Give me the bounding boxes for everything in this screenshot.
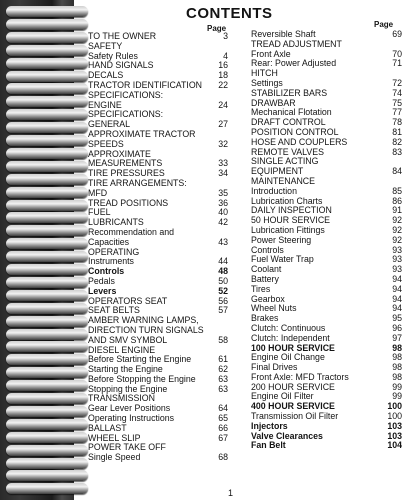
- toc-entry-page: 93: [392, 264, 402, 275]
- toc-entry[interactable]: [88, 433, 228, 443]
- toc-entry[interactable]: [88, 393, 228, 403]
- toc-entry-title: Injectors: [251, 420, 288, 431]
- toc-entry-title: GENERAL: [88, 119, 131, 130]
- toc-entry[interactable]: [251, 117, 402, 127]
- toc-entry-title: Engine Oil Change: [251, 352, 325, 363]
- toc-entry-title: AND SMV SYMBOL: [88, 334, 168, 345]
- toc-entry[interactable]: [251, 264, 402, 274]
- binding-ring: [6, 367, 88, 378]
- toc-entry[interactable]: [88, 256, 228, 266]
- toc-entry-title: OPERATORS SEAT: [88, 295, 168, 306]
- toc-entry-page: 98: [392, 362, 402, 373]
- toc-entry-page: 4: [223, 50, 228, 61]
- toc-entry-title: Wheel Nuts: [251, 303, 297, 314]
- binding-ring: [6, 96, 88, 107]
- toc-entry[interactable]: [251, 49, 402, 59]
- toc-entry-title: Starting the Engine: [88, 364, 163, 375]
- binding-ring: [6, 354, 88, 365]
- toc-entry-page: 33: [218, 158, 228, 169]
- toc-entry-page: 94: [392, 283, 402, 294]
- toc-entry[interactable]: [251, 68, 402, 78]
- toc-entry-page: 94: [392, 293, 402, 304]
- toc-entry-title: 400 HOUR SERVICE: [251, 401, 335, 412]
- toc-entry[interactable]: [88, 452, 228, 462]
- toc-entry-title: 100 HOUR SERVICE: [251, 342, 335, 353]
- toc-entry[interactable]: [88, 305, 228, 315]
- toc-entry[interactable]: [88, 237, 228, 247]
- toc-entry-title: Fan Belt: [251, 440, 286, 451]
- toc-entry[interactable]: [251, 333, 402, 343]
- toc-entry[interactable]: [251, 313, 402, 323]
- toc-entry-title: Before Starting the Engine: [88, 354, 192, 365]
- toc-entry-title: SINGLE ACTING: [251, 156, 319, 167]
- toc-entry[interactable]: [88, 345, 228, 355]
- toc-entry-title: HAND SIGNALS: [88, 60, 154, 71]
- toc-entry-title: OPERATING: [88, 246, 140, 257]
- binding-ring: [6, 470, 88, 481]
- toc-entry-page: 48: [218, 266, 228, 277]
- toc-entry-page: 68: [218, 452, 228, 463]
- toc-entry-title: Power Steering: [251, 234, 312, 245]
- binding-ring: [6, 161, 88, 172]
- toc-entry-page: 3: [223, 31, 228, 41]
- toc-entry-title: LUBRICANTS: [88, 217, 144, 228]
- toc-entry-page: 86: [392, 195, 402, 206]
- toc-entry[interactable]: [251, 147, 402, 157]
- toc-entry-title: Stopping the Engine: [88, 383, 168, 394]
- toc-entry-title: BALLAST: [88, 422, 127, 433]
- toc-entry-page: 57: [218, 305, 228, 316]
- toc-entry-page: 100: [387, 411, 402, 422]
- toc-entry-title: 50 HOUR SERVICE: [251, 215, 331, 226]
- toc-entry-title: POSITION CONTROL: [251, 126, 339, 137]
- toc-entry[interactable]: [88, 335, 228, 345]
- toc-entry-page: 52: [218, 285, 228, 296]
- toc-entry-title: HOSE AND COUPLERS: [251, 136, 348, 147]
- toc-entry-page: 61: [218, 354, 228, 365]
- toc-entry-page: 93: [392, 254, 402, 265]
- toc-entry[interactable]: [251, 235, 402, 245]
- toc-entry-page: 56: [218, 295, 228, 306]
- toc-entry-title: TREAD POSITIONS: [88, 197, 169, 208]
- toc-entry-page: 92: [392, 215, 402, 226]
- toc-entry-title: DAILY INSPECTION: [251, 205, 332, 216]
- toc-entry[interactable]: [88, 374, 228, 384]
- toc-entry-page: 72: [392, 77, 402, 88]
- toc-entry-title: TRANSMISSION: [88, 393, 155, 404]
- toc-entry-title: Clutch: Independent: [251, 332, 330, 343]
- toc-entry-title: Single Speed: [88, 452, 141, 463]
- toc-entry-title: APPROXIMATE: [88, 148, 151, 159]
- toc-entry-page: 43: [218, 236, 228, 247]
- toc-entry-title: TRACTOR IDENTIFICATION: [88, 79, 203, 90]
- toc-entry[interactable]: [251, 88, 402, 98]
- toc-entry[interactable]: [251, 205, 402, 215]
- toc-entry-title: DECALS: [88, 70, 124, 81]
- toc-entry[interactable]: [251, 440, 402, 450]
- toc-entry[interactable]: [88, 51, 228, 61]
- toc-entry[interactable]: [88, 31, 228, 41]
- binding-ring: [6, 45, 88, 56]
- toc-entry[interactable]: [88, 413, 228, 423]
- page-column-header-right: Page: [374, 20, 394, 29]
- toc-column-left: [88, 31, 228, 462]
- toc-entry[interactable]: [88, 158, 228, 168]
- toc-entry[interactable]: [88, 41, 228, 51]
- toc-entry-page: 62: [218, 364, 228, 375]
- toc-entry-page: 104: [387, 440, 402, 451]
- toc-entry[interactable]: [88, 247, 228, 257]
- toc-entry-title: SAFETY: [88, 40, 123, 51]
- toc-entry-title: Gear Lever Positions: [88, 403, 171, 414]
- toc-entry[interactable]: [251, 78, 402, 88]
- toc-entry[interactable]: [88, 207, 228, 217]
- toc-entry[interactable]: [251, 382, 402, 392]
- toc-entry[interactable]: [251, 196, 402, 206]
- toc-entry-page: 98: [392, 352, 402, 363]
- toc-entry-title: Before Stopping the Engine: [88, 373, 196, 384]
- toc-entry[interactable]: [251, 401, 402, 411]
- toc-entry[interactable]: [251, 29, 402, 39]
- toc-entry-page: 100: [387, 401, 402, 412]
- toc-entry-title: Clutch: Continuous: [251, 322, 326, 333]
- toc-entry-page: 94: [392, 303, 402, 314]
- toc-entry[interactable]: [251, 294, 402, 304]
- toc-entry-title: Battery: [251, 273, 279, 284]
- toc-entry[interactable]: [88, 129, 228, 139]
- binding-ring: [6, 6, 88, 17]
- binding-ring: [6, 187, 88, 198]
- toc-entry-title: TIRE PRESSURES: [88, 168, 165, 179]
- toc-entry-page: 77: [392, 107, 402, 118]
- toc-entry-title: AMBER WARNING LAMPS,: [88, 315, 199, 326]
- toc-entry-title: Valve Clearances: [251, 430, 323, 441]
- toc-entry[interactable]: [88, 60, 228, 70]
- toc-entry-page: 40: [218, 207, 228, 218]
- toc-entry-title: SEAT BELTS: [88, 305, 140, 316]
- toc-entry-page: 67: [218, 432, 228, 443]
- toc-entry-page: 50: [218, 275, 228, 286]
- binding-ring: [6, 225, 88, 236]
- toc-entry-title: Front Axle: [251, 48, 291, 59]
- toc-entry-title: Levers: [88, 285, 117, 296]
- toc-entry-page: 84: [392, 166, 402, 177]
- toc-entry[interactable]: [88, 119, 228, 129]
- toc-entry-page: 63: [218, 383, 228, 394]
- toc-entry-page: 96: [392, 322, 402, 333]
- toc-entry[interactable]: [88, 354, 228, 364]
- binding-ring: [6, 483, 88, 494]
- toc-entry[interactable]: [88, 286, 228, 296]
- binding-ring: [6, 58, 88, 69]
- binding-ring: [6, 406, 88, 417]
- toc-entry-page: 82: [392, 136, 402, 147]
- toc-entry[interactable]: [88, 80, 228, 90]
- toc-entry-page: 71: [392, 58, 402, 69]
- toc-entry-page: 74: [392, 87, 402, 98]
- toc-entry-page: 98: [392, 371, 402, 382]
- toc-entry[interactable]: [88, 188, 228, 198]
- toc-entry[interactable]: [88, 296, 228, 306]
- toc-entry-title: Controls: [251, 244, 284, 255]
- toc-entry-title: Lubrication Charts: [251, 195, 323, 206]
- toc-entry[interactable]: [251, 274, 402, 284]
- toc-column-right: [251, 29, 402, 450]
- toc-entry-title: DRAFT CONTROL: [251, 117, 326, 128]
- toc-entry-title: Safety Rules: [88, 50, 138, 61]
- toc-entry[interactable]: [251, 421, 402, 431]
- binding-ring: [6, 419, 88, 430]
- toc-entry-page: 58: [218, 334, 228, 345]
- toc-entry-page: 98: [392, 342, 402, 353]
- toc-entry-page: 65: [218, 413, 228, 424]
- toc-entry-page: 42: [218, 217, 228, 228]
- toc-entry-title: DIRECTION TURN SIGNALS: [88, 324, 204, 335]
- toc-entry-page: 85: [392, 185, 402, 196]
- toc-entry-page: 94: [392, 273, 402, 284]
- toc-entry[interactable]: [88, 364, 228, 374]
- toc-entry-title: Coolant: [251, 264, 282, 275]
- toc-entry-title: APPROXIMATE TRACTOR: [88, 128, 196, 139]
- binding-ring: [6, 329, 88, 340]
- toc-entry[interactable]: [88, 403, 228, 413]
- toc-entry[interactable]: [251, 186, 402, 196]
- toc-entry[interactable]: [88, 217, 228, 227]
- page-number: 1: [228, 488, 234, 498]
- toc-entry[interactable]: [88, 442, 228, 452]
- binding-ring: [6, 148, 88, 159]
- toc-entry-title: Pedals: [88, 275, 115, 286]
- toc-entry-title: POWER TAKE OFF: [88, 442, 166, 453]
- toc-entry[interactable]: [88, 70, 228, 80]
- toc-entry[interactable]: [251, 156, 402, 166]
- toc-entry-title: REMOTE VALVES: [251, 146, 324, 157]
- toc-entry-title: Recommendation and: [88, 226, 175, 237]
- toc-entry[interactable]: [251, 166, 402, 176]
- toc-entry[interactable]: [251, 225, 402, 235]
- toc-entry[interactable]: [88, 139, 228, 149]
- toc-entry-title: WHEEL SLIP: [88, 432, 141, 443]
- toc-entry-title: Operating Instructions: [88, 413, 175, 424]
- page-title: CONTENTS: [186, 5, 273, 22]
- toc-entry-page: 81: [392, 126, 402, 137]
- toc-entry-page: 103: [387, 420, 402, 431]
- toc-entry-title: MEASUREMENTS: [88, 158, 163, 169]
- toc-entry-title: Controls: [88, 266, 125, 277]
- binding-ring: [6, 19, 88, 30]
- binding-ring: [6, 238, 88, 249]
- toc-entry-title: SPECIFICATIONS:: [88, 109, 164, 120]
- toc-entry[interactable]: [251, 58, 402, 68]
- toc-entry-title: MAINTENANCE: [251, 175, 316, 186]
- page-column-header-left: Page: [207, 24, 227, 33]
- toc-entry[interactable]: [251, 391, 402, 401]
- binding-ring: [6, 251, 88, 262]
- toc-entry[interactable]: [251, 362, 402, 372]
- toc-entry[interactable]: [88, 109, 228, 119]
- toc-entry[interactable]: [251, 137, 402, 147]
- binding-ring: [6, 458, 88, 469]
- toc-entry[interactable]: [88, 325, 228, 335]
- toc-entry-title: ENGINE: [88, 99, 122, 110]
- binding-ring: [6, 122, 88, 133]
- toc-entry-page: 78: [392, 117, 402, 128]
- toc-entry-page: 97: [392, 332, 402, 343]
- binding-ring: [6, 264, 88, 275]
- toc-entry-title: HITCH: [251, 68, 278, 79]
- toc-entry-page: 63: [218, 373, 228, 384]
- toc-entry-page: 92: [392, 224, 402, 235]
- toc-entry[interactable]: [251, 98, 402, 108]
- toc-entry[interactable]: [251, 411, 402, 421]
- toc-entry[interactable]: [251, 176, 402, 186]
- binding-ring: [6, 212, 88, 223]
- toc-entry-title: Gearbox: [251, 293, 285, 304]
- toc-entry-page: 75: [392, 97, 402, 108]
- binding-ring: [6, 303, 88, 314]
- toc-entry-title: Fuel Water Trap: [251, 254, 314, 265]
- toc-entry-title: Mechanical Flotation: [251, 107, 332, 118]
- binding-ring: [6, 380, 88, 391]
- toc-entry-title: Engine Oil Filter: [251, 391, 314, 402]
- toc-entry[interactable]: [251, 372, 402, 382]
- binding-ring: [6, 83, 88, 94]
- binding-ring: [6, 393, 88, 404]
- toc-entry[interactable]: [251, 39, 402, 49]
- toc-entry-page: 16: [218, 60, 228, 71]
- toc-entry-title: EQUIPMENT: [251, 166, 304, 177]
- toc-entry-title: Introduction: [251, 185, 297, 196]
- toc-entry-title: TREAD ADJUSTMENT: [251, 38, 342, 49]
- toc-entry[interactable]: [251, 343, 402, 353]
- toc-entry[interactable]: [88, 266, 228, 276]
- binding-ring: [6, 341, 88, 352]
- toc-entry-title: 200 HOUR SERVICE: [251, 381, 335, 392]
- toc-entry[interactable]: [88, 198, 228, 208]
- toc-entry-title: DRAWBAR: [251, 97, 296, 108]
- toc-entry-page: 44: [218, 256, 228, 267]
- toc-entry-title: MFD: [88, 187, 108, 198]
- toc-entry[interactable]: [251, 215, 402, 225]
- binding-ring: [6, 174, 88, 185]
- toc-entry-title: Instruments: [88, 256, 134, 267]
- toc-entry[interactable]: [88, 315, 228, 325]
- binding-ring: [6, 71, 88, 82]
- toc-entry-page: 32: [218, 138, 228, 149]
- binding-ring: [6, 290, 88, 301]
- toc-entry-page: 103: [387, 430, 402, 441]
- toc-entry[interactable]: [251, 127, 402, 137]
- toc-entry-page: 69: [392, 29, 402, 39]
- toc-entry-page: 64: [218, 403, 228, 414]
- toc-entry-page: 91: [392, 205, 402, 216]
- toc-entry-title: Rear: Power Adjusted: [251, 58, 337, 69]
- toc-entry-page: 24: [218, 99, 228, 110]
- toc-entry-title: STABILIZER BARS: [251, 87, 328, 98]
- toc-entry[interactable]: [88, 178, 228, 188]
- toc-entry-title: DIESEL ENGINE: [88, 344, 156, 355]
- toc-entry-page: 93: [392, 244, 402, 255]
- toc-entry[interactable]: [88, 423, 228, 433]
- toc-entry-title: Brakes: [251, 313, 279, 324]
- toc-entry[interactable]: [251, 284, 402, 294]
- toc-entry[interactable]: [88, 276, 228, 286]
- toc-entry-page: 83: [392, 146, 402, 157]
- binding-ring: [6, 32, 88, 43]
- toc-entry-page: 99: [392, 391, 402, 402]
- toc-entry-page: 18: [218, 70, 228, 81]
- toc-entry-title: TIRE ARRANGEMENTS:: [88, 177, 187, 188]
- toc-entry-title: Reversible Shaft: [251, 29, 316, 39]
- toc-entry[interactable]: [88, 168, 228, 178]
- toc-entry-page: 95: [392, 313, 402, 324]
- toc-entry-title: FUEL: [88, 207, 111, 218]
- toc-entry-page: 92: [392, 234, 402, 245]
- binding-ring: [6, 135, 88, 146]
- toc-entry-title: Final Drives: [251, 362, 298, 373]
- toc-entry-page: 35: [218, 187, 228, 198]
- toc-entry[interactable]: [251, 323, 402, 333]
- toc-entry-title: Capacities: [88, 236, 130, 247]
- toc-entry[interactable]: [251, 352, 402, 362]
- toc-entry-page: 66: [218, 422, 228, 433]
- toc-entry[interactable]: [251, 107, 402, 117]
- toc-entry-title: Transmission Oil Filter: [251, 411, 339, 422]
- toc-entry[interactable]: [88, 100, 228, 110]
- toc-entry-title: TO THE OWNER: [88, 31, 157, 41]
- toc-entry-title: SPECIFICATIONS:: [88, 89, 164, 100]
- toc-entry-page: 99: [392, 381, 402, 392]
- binding-ring: [6, 200, 88, 211]
- toc-entry-page: 27: [218, 119, 228, 130]
- toc-entry[interactable]: [88, 149, 228, 159]
- toc-entry-page: 36: [218, 197, 228, 208]
- toc-entry[interactable]: [88, 90, 228, 100]
- toc-entry-page: 70: [392, 48, 402, 59]
- binding-ring: [6, 445, 88, 456]
- toc-entry-title: Front Axle: MFD Tractors: [251, 371, 349, 382]
- toc-entry-page: 34: [218, 168, 228, 179]
- toc-entry[interactable]: [251, 254, 402, 264]
- toc-entry[interactable]: [88, 227, 228, 237]
- toc-entry[interactable]: [88, 384, 228, 394]
- binding-ring: [6, 432, 88, 443]
- toc-entry-page: 22: [218, 79, 228, 90]
- binding-ring: [6, 109, 88, 120]
- toc-entry-title: Settings: [251, 77, 283, 88]
- toc-entry-title: Lubrication Fittings: [251, 224, 325, 235]
- toc-entry[interactable]: [251, 245, 402, 255]
- binding-ring: [6, 277, 88, 288]
- toc-entry[interactable]: [251, 303, 402, 313]
- toc-entry-title: Tires: [251, 283, 271, 294]
- toc-entry[interactable]: [251, 431, 402, 441]
- toc-entry-title: SPEEDS: [88, 138, 124, 149]
- binding-ring: [6, 316, 88, 327]
